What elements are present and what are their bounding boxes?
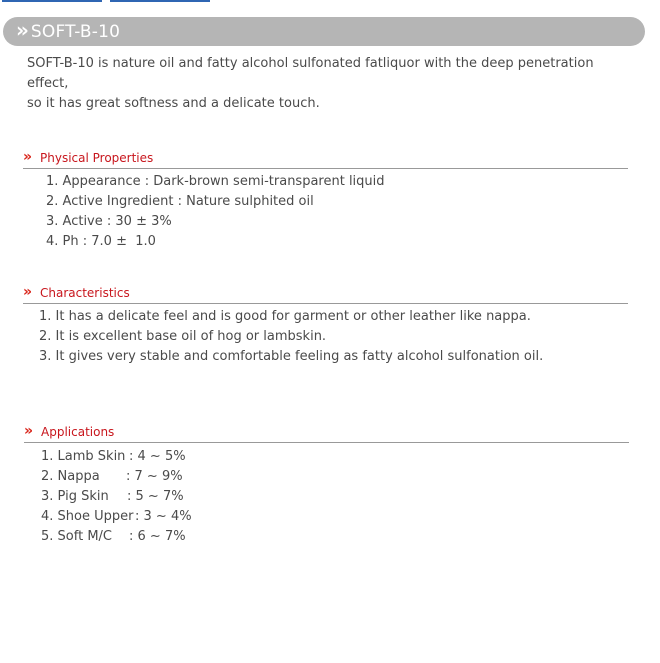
physical-properties-section bbox=[23, 147, 628, 252]
double-chevron-icon: » bbox=[16, 17, 26, 42]
application-name: 1. Lamb Skin bbox=[41, 449, 126, 464]
list-item: 3. It gives very stable and comfortable feeling as fatty alcohol sulfonation oil. bbox=[39, 349, 544, 364]
application-name: 4. Shoe Upper bbox=[41, 509, 134, 524]
product-title: SOFT-B-10 bbox=[30, 21, 121, 42]
application-dose: : 5 ~ 7% bbox=[127, 489, 184, 504]
product-title-bar bbox=[3, 17, 645, 46]
section-title: Applications bbox=[41, 424, 115, 439]
list-item: 2. It is excellent base oil of hog or lambskin. bbox=[39, 329, 327, 344]
double-chevron-icon: » bbox=[24, 422, 31, 439]
list-item: 1. Appearance : Dark-brown semi-transparent liquid bbox=[46, 174, 385, 189]
section-header bbox=[23, 282, 628, 304]
application-dose: : 4 ~ 5% bbox=[129, 449, 186, 464]
application-dose: : 3 ~ 4% bbox=[135, 509, 192, 524]
section-title: Characteristics bbox=[40, 285, 130, 300]
properties-list bbox=[23, 172, 628, 252]
list-item: 2. Active Ingredient : Nature sulphited oil bbox=[46, 194, 314, 209]
description-line-2: so it has great softness and a delicate touch. bbox=[27, 96, 320, 111]
double-chevron-icon: » bbox=[23, 283, 30, 300]
top-tab-underline-1 bbox=[2, 0, 102, 2]
application-dose: : 7 ~ 9% bbox=[126, 469, 183, 484]
application-name: 2. Nappa bbox=[41, 469, 100, 484]
list-item: 4. Ph : 7.0 ± 1.0 bbox=[46, 234, 156, 249]
applications-list bbox=[24, 447, 629, 547]
applications-section bbox=[24, 421, 629, 547]
double-chevron-icon: » bbox=[23, 148, 30, 165]
list-item bbox=[41, 507, 629, 527]
top-tab-underline-2 bbox=[110, 0, 210, 2]
characteristics-section bbox=[23, 282, 628, 367]
list-item bbox=[41, 487, 629, 507]
section-title: Physical Properties bbox=[40, 150, 154, 165]
list-item bbox=[41, 527, 629, 547]
application-dose: : 6 ~ 7% bbox=[129, 529, 186, 544]
characteristics-list bbox=[23, 307, 628, 367]
section-header bbox=[23, 147, 628, 169]
application-name: 5. Soft M/C bbox=[41, 529, 112, 544]
list-item bbox=[41, 447, 629, 467]
list-item bbox=[41, 467, 629, 487]
section-header bbox=[24, 421, 629, 443]
list-item: 1. It has a delicate feel and is good for garment or other leather like nappa. bbox=[39, 309, 531, 324]
product-description bbox=[27, 54, 627, 114]
list-item: 3. Active : 30 ± 3% bbox=[46, 214, 172, 229]
description-line-1: SOFT-B-10 is nature oil and fatty alcohol sulfonated fatliquor with the deep penetration effect, bbox=[27, 56, 594, 91]
application-name: 3. Pig Skin bbox=[41, 489, 109, 504]
